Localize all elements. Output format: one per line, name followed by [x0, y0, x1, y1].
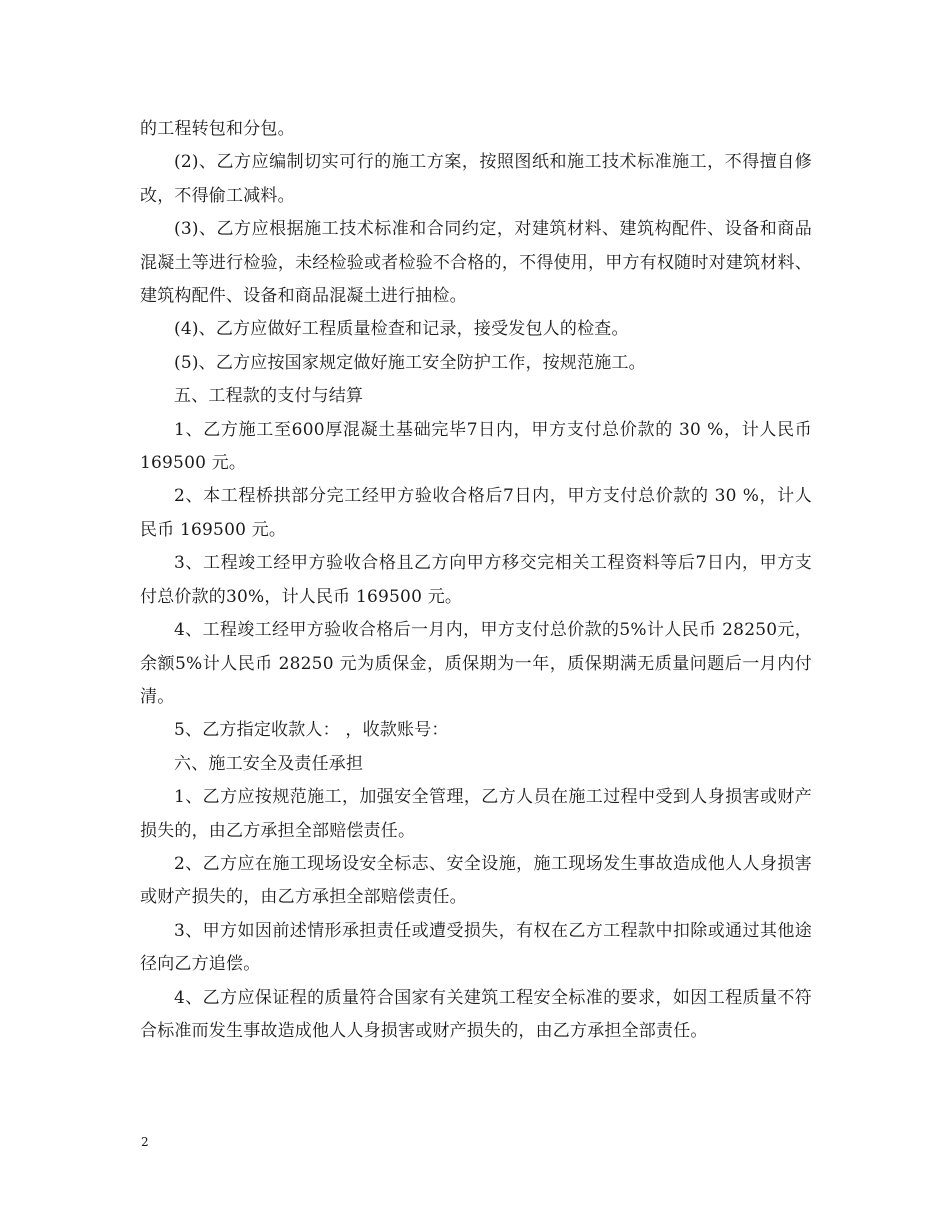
paragraph-continuation: 的工程转包和分包。 [140, 119, 295, 139]
document-body [140, 113, 812, 1048]
paragraph-clause-5: (5)、乙方应按国家规定做好施工安全防护工作，按规范施工。 [174, 352, 646, 373]
paragraph-payment-1: 1、乙方施工至600厚混凝土基础完毕7日内，甲方支付总价款的 30 %，计人民币 169500 元。 [140, 419, 812, 474]
section-heading-safety: 六、施工安全及责任承担 [174, 753, 364, 774]
section-heading-payment: 五、工程款的支付与结算 [174, 386, 364, 407]
paragraph-safety-2: 2、乙方应在施工现场设安全标志、安全设施，施工现场发生事故造成他人人身损害或财产损失的，由乙方承担全部赔偿责任。 [140, 853, 812, 908]
paragraph-safety-4: 4、乙方应保证程的质量符合国家有关建筑工程安全标准的要求，如因工程质量不符合标准而发生事故造成他人人身损害或财产损失的，由乙方承担全部责任。 [140, 987, 812, 1041]
paragraph-payment-3: 3、工程竣工经甲方验收合格且乙方向甲方移交完相关工程资料等后7日内，甲方支付总价款的30%，计人民币 169500 元。 [140, 553, 812, 607]
paragraph-payment-5: 5、乙方指定收款人： ，收款账号： [174, 720, 449, 741]
paragraph-clause-3: (3)、乙方应根据施工技术标准和合同约定，对建筑材料、建筑构配件、设备和商品混凝土等进行检验，未经检验或者检验不合格的，不得使用，甲方有权随时对建筑材料、建筑构配件、设备和商品混凝土进行抽检。 [140, 219, 812, 307]
paragraph-clause-4: (4)、乙方应做好工程质量检查和记录，接受发包人的检查。 [174, 319, 629, 340]
paragraph-payment-4: 4、工程竣工经甲方验收合格后一月内，甲方支付总价款的5%计人民币 28250元，余额5%计人民币 28250 元为质保金，质保期为一年，质保期满无质量问题后一月内付清。 [140, 620, 812, 707]
paragraph-payment-2: 2、本工程桥拱部分完工经甲方验收合格后7日内，甲方支付总价款的 30 %，计人民币 169500 元。 [140, 486, 812, 540]
page-number: 2 [141, 1135, 149, 1149]
paragraph-safety-1: 1、乙方应按规范施工，加强安全管理，乙方人员在施工过程中受到人身损害或财产损失的，由乙方承担全部赔偿责任。 [140, 787, 812, 841]
paragraph-safety-3: 3、甲方如因前述情形承担责任或遭受损失，有权在乙方工程款中扣除或通过其他途径向乙方追偿。 [140, 920, 812, 975]
paragraph-clause-2: (2)、乙方应编制切实可行的施工方案，按照图纸和施工技术标准施工，不得擅自修改，不得偷工减料。 [140, 152, 812, 206]
